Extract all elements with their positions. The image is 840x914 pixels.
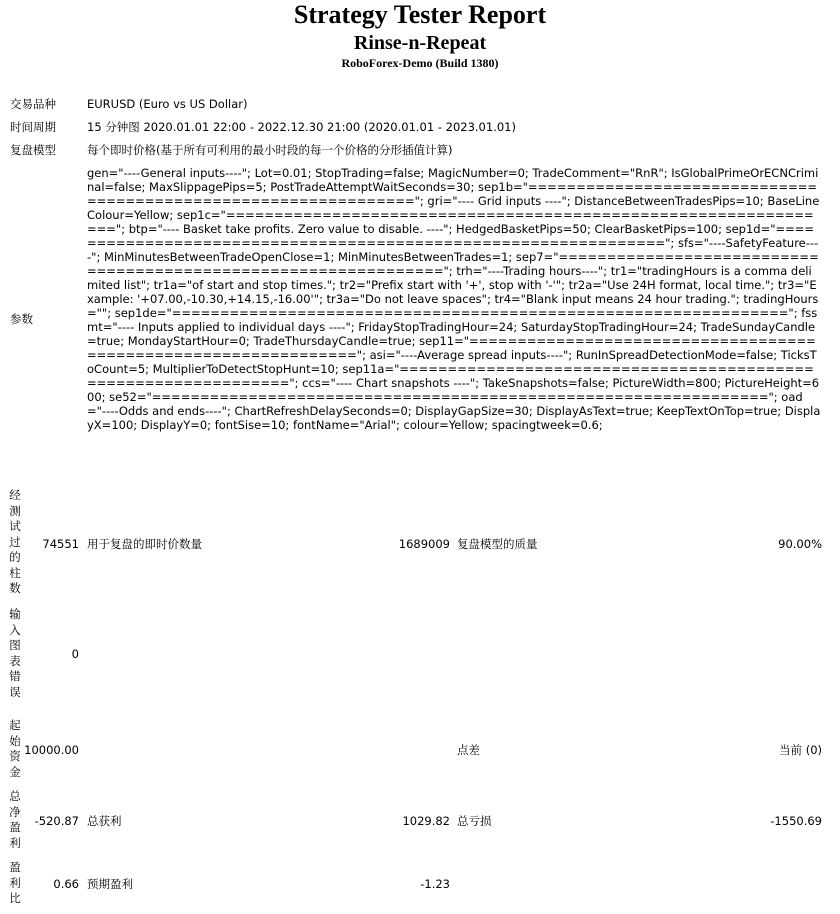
symbol-value: EURUSD (Euro vs US Dollar)	[87, 97, 248, 111]
quality-label: 复盘模型的质量	[457, 537, 538, 551]
net-profit-value: -520.87	[34, 814, 79, 828]
model-label: 复盘模型	[10, 143, 56, 157]
gross-loss-label: 总亏损	[457, 814, 492, 828]
ticks-value: 1689009	[398, 537, 450, 551]
params-value: gen="----General inputs----"; Lot=0.01; StopTrading=false; MagicNumber=0; TradeComment="RnR"; IsGlobalPrimeOrECNCriminal=false; MaxSlippagePips=5; PostTradeAttemptWaitSeconds=30; sep1b="================================================================"; gri="---- Grid inputs ----"; DistanceBetweenTradesPips=10; BaseLineColour=Yellow; sep1c="================================================================"; btp="---- Basket take profits. Zero value to disable. ----"; HedgedBasketPips=50; ClearBasketPips=100; sep1d="================================================================"; sfs="----SafetyFeature----"; MinMinutesBetweenTradeOpenClose=1; MinMinutesBetweenTrades=1; sep7="================================================================"; trh="----Trading hours----"; tr1="tradingHours is a comma delimited list"; tr1a="of start and stop times."; tr2="Prefix start with '+', stop with '-'"; tr2a="Use 24H format, local time."; tr3="Example: '+07.00,-10.30,+14.15,-16.00'"; tr3a="Do not leave spaces"; tr4="Blank input means 24 hour trading."; tradingHours=""; sep1de="================================================================"; fssmt="---- Inputs applied to individual days ----"; FridayStopTradingHour=24; SaturdayStopTradingHour=24; TradeSundayCandle=true; MondayStartHour=0; TradeThursdayCandle=true; sep11="================================================================"; asi="----Average spread inputs----"; RunInSpreadDetectionMode=false; TicksToCount=5; MultiplierToDetectStopHunt=10; sep11a="================================================================"; ccs="---- Chart snapshots ----"; TakeSnapshots=false; PictureWidth=800; PictureHeight=600; se52="================================================================"; oad="----Odds and ends----"; ChartRefreshDelaySeconds=0; DisplayGapSize=30; DisplayAsText=true; KeepTextOnTop=true; DisplayX=100; DisplayY=0; fontSise=10; fontName="Arial"; colour=Yellow; spacingtweek=0.6;	[87, 166, 821, 432]
gross-profit-value: 1029.82	[402, 814, 450, 828]
bars-label: 经测试过的柱数	[9, 488, 21, 595]
gross-profit-label: 总获利	[87, 814, 122, 828]
bars-value: 74551	[42, 537, 79, 551]
ticks-label: 用于复盘的即时价数量	[87, 537, 202, 551]
period-value: 15 分钟图 2020.01.01 22:00 - 2022.12.30 21:00 (2020.01.01 - 2023.01.01)	[87, 120, 516, 134]
period-label: 时间周期	[10, 120, 56, 134]
errors-label: 输入图表错误	[9, 607, 21, 699]
expected-payoff-label: 预期盈利	[87, 877, 133, 891]
model-value: 每个即时价格(基于所有可利用的最小时段的每一个价格的分形插值计算)	[87, 143, 453, 157]
profit-factor-label: 盈利比	[9, 860, 21, 905]
spread-value: 当前 (0)	[779, 743, 822, 757]
net-profit-label: 总净盈利	[9, 789, 21, 850]
server-build: RoboForex-Demo (Build 1380)	[341, 56, 499, 70]
spread-label: 点差	[457, 743, 480, 757]
deposit-value: 10000.00	[24, 743, 79, 757]
profit-factor-value: 0.66	[53, 877, 79, 891]
report-title: Strategy Tester Report	[293, 0, 547, 29]
quality-value: 90.00%	[778, 537, 822, 551]
deposit-label: 起始资金	[9, 718, 21, 779]
expected-payoff-value: -1.23	[420, 877, 450, 891]
gross-loss-value: -1550.69	[770, 814, 822, 828]
symbol-label: 交易品种	[10, 97, 56, 111]
expert-name: Rinse-n-Repeat	[353, 32, 487, 54]
params-label: 参数	[10, 312, 33, 326]
errors-value: 0	[71, 647, 79, 661]
